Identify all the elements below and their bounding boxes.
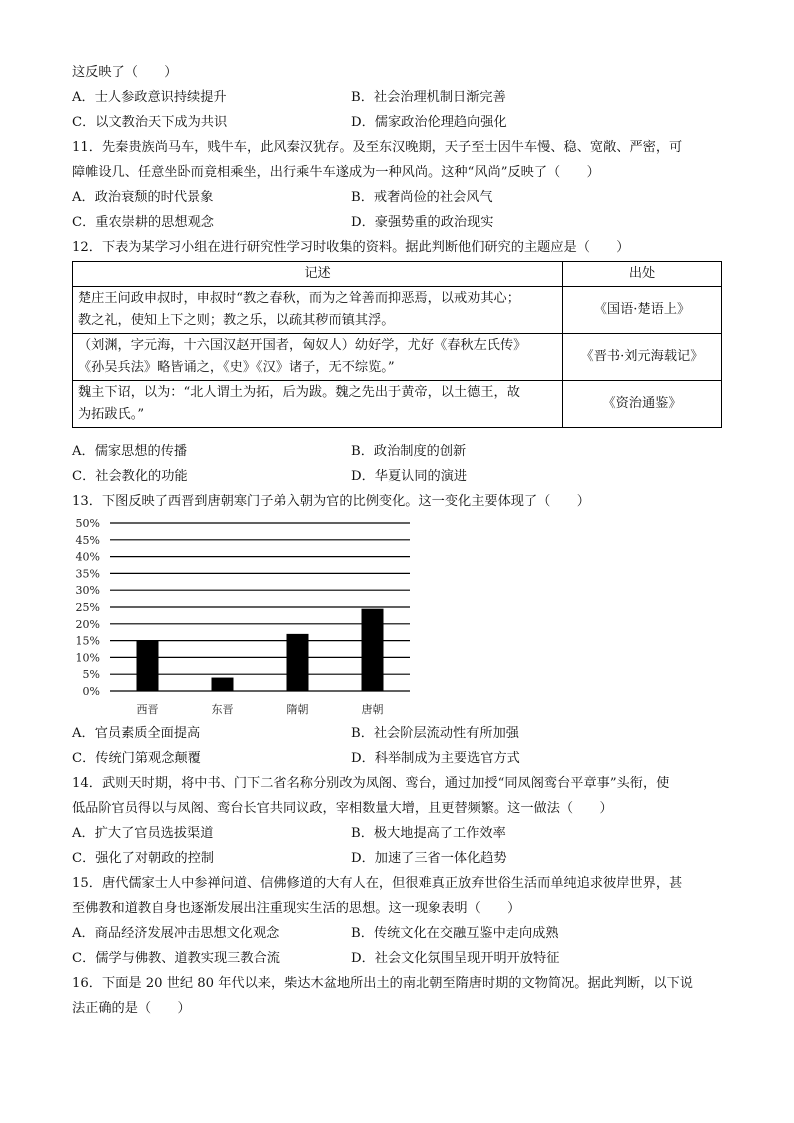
record-cell [73, 334, 563, 381]
q12-option-d: D．华夏认同的演进 [351, 469, 468, 484]
q15-option-b: B．传统文化在交融互鉴中走向成熟 [351, 926, 559, 941]
q14-option-d: D．加速了三省一体化趋势 [351, 851, 507, 866]
question-16-stem-1: 16．下面是 20 世纪 80 年代以来，柴达木盆地所出土的南北朝至隋唐时期的文物简况。据此判断，以下说 [72, 976, 693, 991]
source-table [72, 261, 722, 428]
question-13-stem: 13．下图反映了西晋到唐朝寒门子弟入朝为官的比例变化。这一变化主要体现了（ ） [72, 494, 590, 509]
y-tick-label: 5% [82, 668, 100, 682]
q11-option-d: D．豪强势重的政治现实 [351, 215, 494, 230]
question-16-stem-2: 法正确的是（ ） [72, 1001, 191, 1016]
bar [212, 678, 234, 691]
bar-chart [60, 513, 420, 721]
bar [287, 634, 309, 691]
y-tick-label: 25% [75, 601, 100, 614]
record-line: （刘渊，字元海，十六国汉赵开国者，匈奴人）幼好学，尤好《春秋左氏传》 [78, 338, 527, 353]
q13-option-b: B．社会阶层流动性有所加强 [351, 726, 519, 741]
y-tick-label: 40% [75, 550, 100, 564]
q15-option-c: C．儒学与佛教、道教实现三教合流 [72, 951, 280, 966]
y-tick-label: 20% [75, 617, 100, 631]
table-row [73, 334, 722, 381]
record-line: 魏主下诏，以为：“北人谓土为拓，后为跋。魏之先出于黄帝，以土德王，故 [78, 385, 520, 400]
record-line: 楚庄王问政申叔时，申叔时“教之春秋，而为之耸善而抑恶焉，以戒劝其心； [78, 291, 520, 306]
source-cell: 《晋书·刘元海载记》 [563, 334, 722, 381]
question-10-tail: 这反映了（ ） [72, 65, 178, 80]
q10-option-c: C．以文教治天下成为共识 [72, 115, 228, 130]
y-tick-label: 45% [75, 533, 100, 547]
y-tick-label: 35% [75, 567, 100, 581]
table-row [73, 287, 722, 334]
y-tick-label: 15% [75, 634, 100, 648]
q12-option-c: C．社会教化的功能 [72, 469, 188, 484]
x-tick-label: 唐朝 [361, 703, 384, 716]
record-line: 《孙吴兵法》略皆诵之，《史》《汉》诸子，无不综览。” [78, 360, 395, 375]
x-tick-label: 东晋 [211, 703, 234, 716]
q10-option-a: A．士人参政意识持续提升 [72, 90, 227, 105]
q12-option-b: B．政治制度的创新 [351, 444, 467, 459]
question-11-stem-1: 11．先秦贵族尚马车，贱牛车，此风秦汉犹存。及至东汉晚期，天子至士因牛车慢、稳、宽敞、严密，可 [72, 140, 683, 155]
q13-option-c: C．传统门第观念颠覆 [72, 751, 201, 766]
q15-option-a: A．商品经济发展冲击思想文化观念 [72, 926, 280, 941]
x-tick-label: 西晋 [136, 703, 159, 716]
q13-option-a: A．官员素质全面提高 [72, 726, 201, 741]
q14-option-b: B．极大地提高了工作效率 [351, 826, 506, 841]
q15-option-d: D．社会文化氛围呈现开明开放特征 [351, 951, 560, 966]
bar [137, 641, 159, 691]
y-tick-label: 10% [75, 651, 100, 665]
record-cell [73, 381, 563, 428]
header-source: 出处 [563, 262, 722, 287]
y-tick-label: 0% [82, 685, 100, 698]
y-tick-label: 50% [75, 517, 100, 530]
q10-option-b: B．社会治理机制日渐完善 [351, 90, 506, 105]
q11-option-b: B．戒奢尚俭的社会风气 [351, 190, 493, 205]
q13-option-d: D．科举制成为主要选官方式 [351, 751, 520, 766]
header-record: 记述 [73, 262, 563, 287]
q11-option-a: A．政治衰颓的时代景象 [72, 190, 214, 205]
q12-option-a: A．儒家思想的传播 [72, 444, 188, 459]
question-15-stem-1: 15．唐代儒家士人中参禅问道、信佛修道的大有人在，但很难真正放弃世俗生活而单纯追求彼岸世界，甚 [72, 876, 683, 891]
question-15-stem-2: 至佛教和道教自身也逐渐发展出注重现实生活的思想。这一现象表明（ ） [72, 901, 521, 916]
record-cell [73, 287, 563, 334]
table-header-row [73, 262, 722, 287]
question-14-stem-2: 低品阶官员得以与凤阁、鸾台长官共同议政，宰相数量大增，且更替频繁。这一做法（ ） [72, 801, 613, 816]
source-cell: 《资治通鉴》 [563, 381, 722, 428]
y-tick-label: 30% [75, 584, 100, 598]
source-cell: 《国语·楚语上》 [563, 287, 722, 334]
question-14-stem-1: 14．武则天时期，将中书、门下二省名称分别改为凤阁、鸾台，通过加授“同凤阁鸾台平章事”头衔，使 [72, 776, 670, 791]
q14-option-a: A．扩大了官员选拔渠道 [72, 826, 214, 841]
q10-option-d: D．儒家政治伦理趋向强化 [351, 115, 507, 130]
q11-option-c: C．重农崇耕的思想观念 [72, 215, 214, 230]
record-line: 教之礼，使知上下之则；教之乐，以疏其秽而镇其浮。 [78, 313, 395, 328]
record-line: 为拓跋氏。” [78, 407, 145, 422]
x-tick-label: 隋朝 [286, 703, 309, 716]
bar [362, 609, 384, 691]
q14-option-c: C．强化了对朝政的控制 [72, 851, 214, 866]
question-11-stem-2: 障帷设几、任意坐卧而竟相乘坐，出行乘牛车遂成为一种风尚。这种“风尚”反映了（ ） [72, 165, 600, 180]
table-row [73, 381, 722, 428]
question-12-stem: 12．下表为某学习小组在进行研究性学习时收集的资料。据此判断他们研究的主题应是（ ） [72, 240, 630, 255]
